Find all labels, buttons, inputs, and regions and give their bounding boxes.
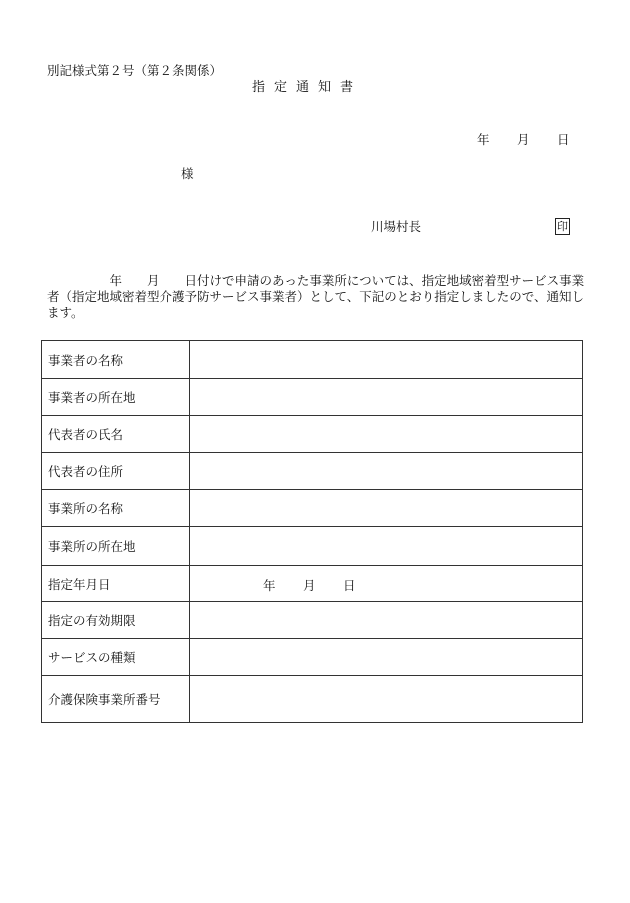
seal-mark: 印	[557, 220, 568, 233]
row-label: 指定の有効期限	[42, 602, 190, 639]
table-row	[42, 676, 583, 723]
form-number: 別記様式第２号（第２条関係）	[47, 63, 223, 78]
table-row	[42, 639, 583, 676]
row-label: 事業者の名称	[42, 341, 190, 379]
table-row	[42, 341, 583, 379]
row-label: 事業所の名称	[42, 490, 190, 527]
addressee-honorific: 様	[181, 166, 194, 181]
table-row	[42, 527, 583, 566]
table-row	[42, 566, 583, 602]
row-value	[190, 416, 583, 453]
designation-day-label: 日	[343, 578, 356, 593]
table-row	[42, 453, 583, 490]
notification-body: 年 月 日付けで申請のあった事業所については、指定地域密着型サービス事業者（指定地域密着型介護予防サービス事業者）として、下記のとおり指定しましたので、通知します。	[47, 273, 585, 320]
row-label: 代表者の住所	[42, 453, 190, 490]
row-label: サービスの種類	[42, 639, 190, 676]
designation-month-label: 月	[303, 578, 316, 593]
row-label: 事業者の所在地	[42, 379, 190, 416]
row-label: 事業所の所在地	[42, 527, 190, 566]
row-value	[190, 639, 583, 676]
table-row	[42, 602, 583, 639]
row-label: 介護保険事業所番号	[42, 676, 190, 723]
issuer-name: 川場村長	[371, 219, 422, 234]
date-year-label: 年	[477, 132, 490, 147]
row-value	[190, 490, 583, 527]
row-value	[190, 527, 583, 566]
designation-date-value	[190, 566, 583, 602]
designation-table	[41, 340, 583, 723]
row-value	[190, 602, 583, 639]
table-row	[42, 416, 583, 453]
date-month-label: 月	[517, 132, 530, 147]
row-value	[190, 341, 583, 379]
table-row	[42, 490, 583, 527]
row-value	[190, 379, 583, 416]
row-label: 指定年月日	[42, 566, 190, 602]
designation-year-label: 年	[263, 578, 276, 593]
date-day-label: 日	[557, 132, 570, 147]
row-value	[190, 676, 583, 723]
row-label: 代表者の氏名	[42, 416, 190, 453]
row-value	[190, 453, 583, 490]
document-title: 指定通知書	[252, 80, 363, 95]
table-row	[42, 379, 583, 416]
